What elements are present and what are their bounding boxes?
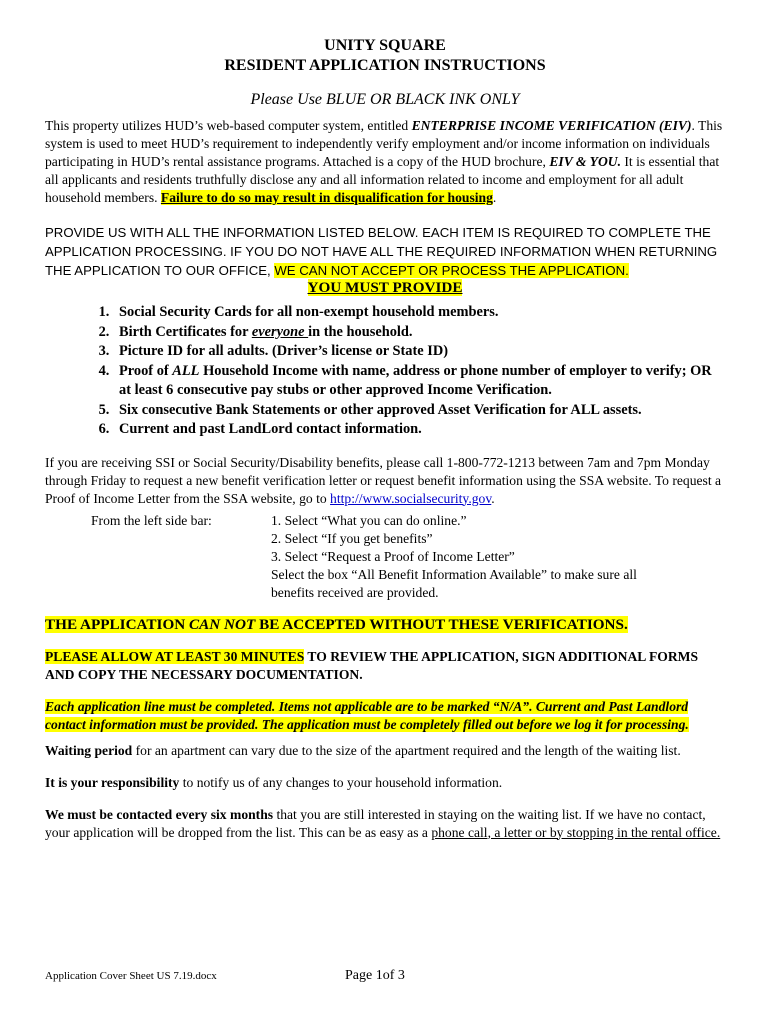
list-item: 2. Birth Certificates for everyone in the household. bbox=[113, 323, 725, 343]
property-title: UNITY SQUARE bbox=[324, 37, 446, 54]
responsibility-paragraph: It is your responsibility to notify us of any changes to your household information. bbox=[45, 774, 503, 790]
step-item: benefits received are provided. bbox=[271, 584, 439, 600]
step-item: 3. Select “Request a Proof of Income Letter” bbox=[271, 548, 515, 564]
must-provide-heading: YOU MUST PROVIDE bbox=[307, 279, 463, 296]
provide-all-paragraph: PROVIDE US WITH ALL THE INFORMATION LISTED BELOW. EACH ITEM IS REQUIRED TO COMPLETE THE APPLICATION PROCESSING. IF YOU DO NOT HAVE ALL THE REQUIRED INFORMATION WHEN RETURNING THE APPLICATION TO OUR OFFICE, WE CAN NOT ACCEPT OR PROCESS THE APPLICATION. bbox=[45, 225, 718, 278]
list-item: 5. Six consecutive Bank Statements or other approved Asset Verification for ALL assets. bbox=[113, 401, 725, 421]
step-item: Select the box “All Benefit Information Available” to make sure all bbox=[271, 566, 637, 582]
each-line-paragraph: Each application line must be completed. Items not applicable are to be marked “N/A”. Current and Past Landlord contact information must be provided. The application must be completely filled out before we log it for processing. bbox=[45, 698, 689, 732]
disqualification-warning: Failure to do so may result in disqualification for housing bbox=[160, 190, 493, 205]
page-footer bbox=[45, 970, 725, 982]
waiting-period-paragraph: Waiting period for an apartment can vary due to the size of the apartment required and the length of the waiting list. bbox=[45, 742, 681, 758]
page-number: Page 1of 3 bbox=[345, 968, 405, 983]
eiv-paragraph: This property utilizes HUD’s web-based computer system, entitled ENTERPRISE INCOME VERIFICATION (EIV). This system is used to meet HUD’s requirement to independently verify employment and/or income information on individuals participating in HUD’s rental assistance programs. Attached is a copy of the HUD brochure, EIV & YOU. It is essential that all applicants and residents truthfully disclose any and all information related to income and employment for all adult household members. Failure to do so may result in disqualification for housing. bbox=[45, 118, 723, 205]
allow-time-paragraph: PLEASE ALLOW AT LEAST 30 MINUTES TO REVIEW THE APPLICATION, SIGN ADDITIONAL FORMS AND COPY THE NECESSARY DOCUMENTATION. bbox=[45, 648, 699, 682]
cannot-accept-warning: WE CAN NOT ACCEPT OR PROCESS THE APPLICATION. bbox=[274, 263, 629, 278]
required-documents-list bbox=[45, 303, 725, 440]
step-item: 1. Select “What you can do online.” bbox=[271, 512, 467, 528]
list-item: 1. Social Security Cards for all non-exempt household members. bbox=[113, 303, 725, 323]
document-page bbox=[45, 36, 725, 842]
list-item: 3. Picture ID for all adults. (Driver’s license or State ID) bbox=[113, 342, 725, 362]
ssa-website-link[interactable]: http://www.socialsecurity.gov bbox=[330, 490, 492, 506]
steps-label: From the left side bar: bbox=[91, 512, 212, 528]
must-provide-heading-wrap bbox=[45, 279, 725, 297]
ssi-paragraph: If you are receiving SSI or Social Security/Disability benefits, please call 1-800-772-1213 between 7am and 7pm Monday through Friday to request a new benefit verification letter or request benefit information using the SSA website. To request a Proof of Income Letter from the SSA website, go to http://www.socialsecurity.gov. bbox=[45, 454, 722, 506]
cannot-accept-line: THE APPLICATION CAN NOT BE ACCEPTED WITHOUT THESE VERIFICATIONS. bbox=[45, 615, 628, 633]
document-title: RESIDENT APPLICATION INSTRUCTIONS bbox=[224, 57, 546, 74]
footer-filename: Application Cover Sheet US 7.19.docx bbox=[45, 970, 217, 982]
ssa-steps bbox=[45, 512, 725, 602]
list-item: 4. Proof of ALL Household Income with name, address or phone number of employer to verify; OR at least 6 consecutive pay stubs or other approved Income Verification. bbox=[113, 362, 725, 401]
steps-list bbox=[271, 512, 691, 602]
ink-instruction: Please Use BLUE OR BLACK INK ONLY bbox=[250, 91, 520, 108]
step-item: 2. Select “If you get benefits” bbox=[271, 530, 433, 546]
list-item: 6. Current and past LandLord contact information. bbox=[113, 420, 725, 440]
contact-paragraph: We must be contacted every six months that you are still interested in staying on the waiting list. If we have no contact, your application will be dropped from the list. This can be as easy as a phone call, a letter or by stopping in the rental office. bbox=[45, 806, 721, 840]
